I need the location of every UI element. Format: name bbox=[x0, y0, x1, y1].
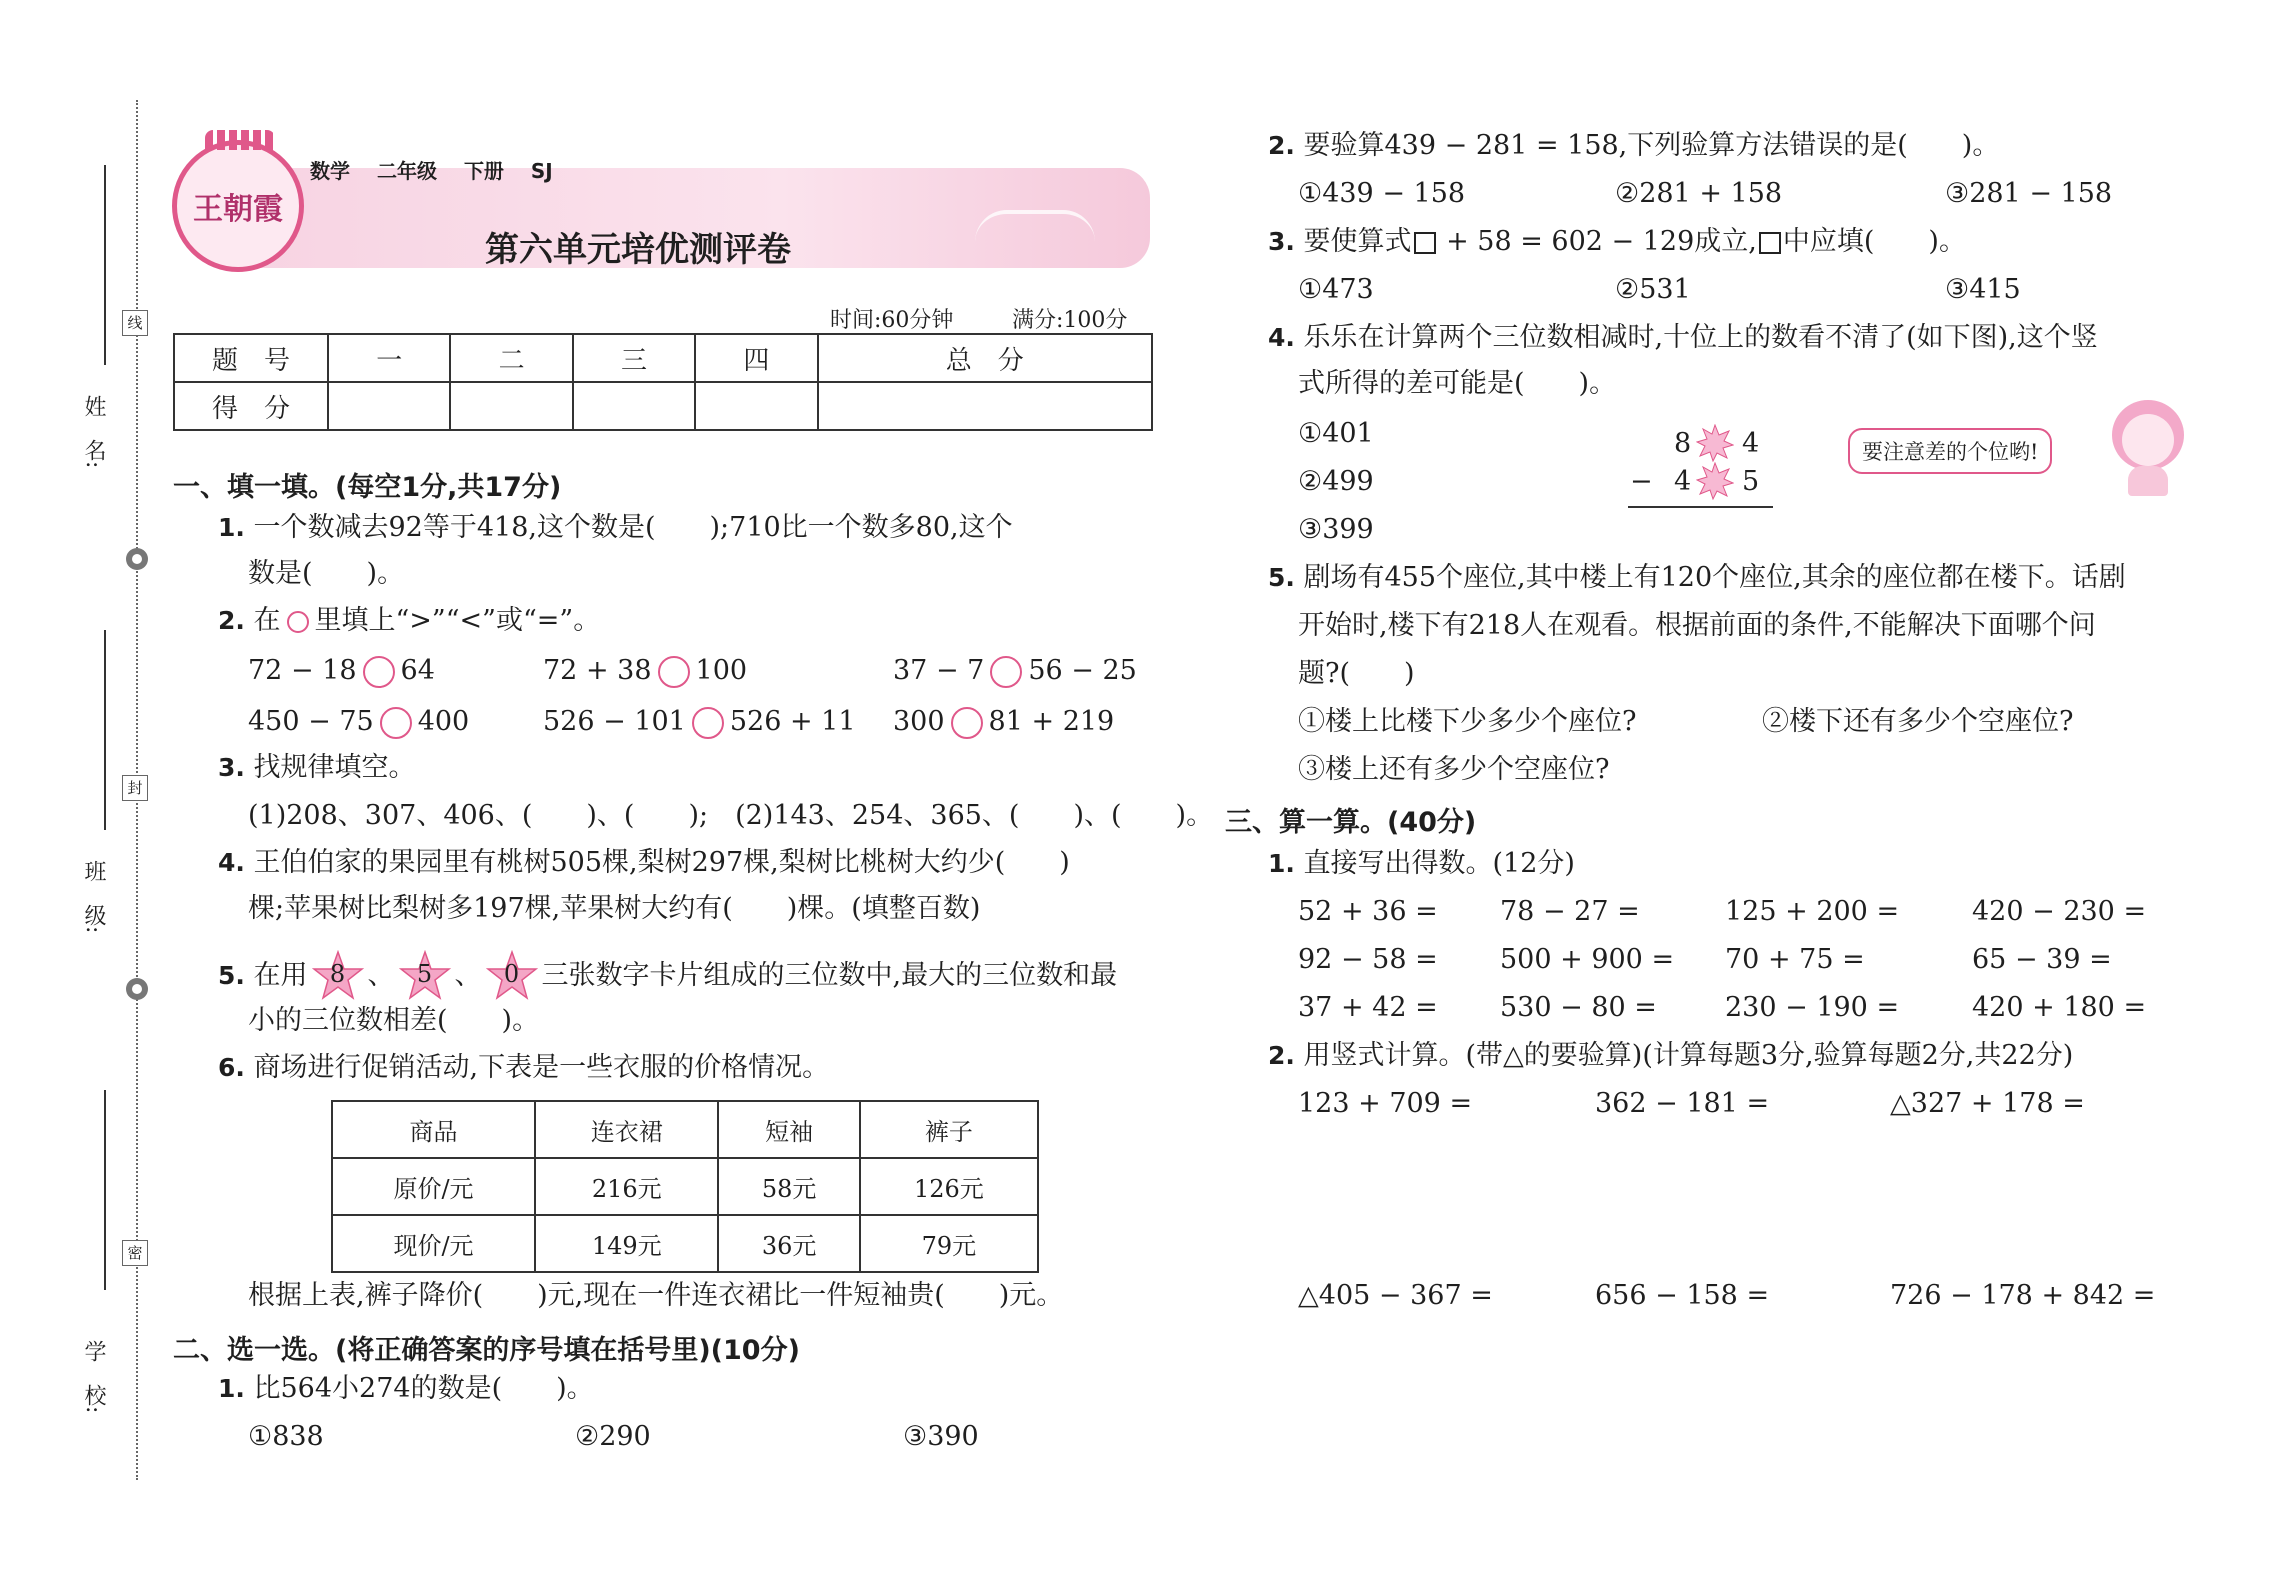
binding-mark-line: 线 bbox=[122, 310, 148, 336]
q-num: 1. bbox=[218, 1374, 245, 1403]
option[interactable]: ①473 bbox=[1298, 274, 1374, 305]
s1-q5: 5. 在用 8 、 5 、 0 三张数字卡片组成的三位数中,最大的三位数和最 bbox=[218, 950, 1117, 1002]
q-text: 中应填( )。 bbox=[1782, 226, 1966, 257]
q-text: 找规律填空。 bbox=[253, 752, 416, 783]
option[interactable]: ②281 + 158 bbox=[1615, 178, 1783, 209]
price-table bbox=[331, 1100, 1039, 1273]
compare-left: 300 bbox=[893, 706, 945, 737]
answer-circle[interactable] bbox=[658, 656, 690, 688]
s1-q3 bbox=[218, 752, 416, 784]
star-card bbox=[486, 950, 538, 1002]
card-digit: 5 bbox=[416, 960, 433, 988]
card-digit: 0 bbox=[503, 960, 520, 988]
q-num: 2. bbox=[218, 606, 245, 635]
q-text: 王伯伯家的果园里有桃树505棵,梨树297棵,梨树比桃树大约少( ) bbox=[253, 847, 1070, 878]
compare-right: 526 + 11 bbox=[729, 706, 856, 737]
vertical-calc-item[interactable]: 726 − 178 + 842 = bbox=[1890, 1280, 2156, 1311]
calc-item[interactable]: 52 + 36 = bbox=[1298, 896, 1438, 927]
binding-hole-icon bbox=[126, 978, 148, 1000]
price-header: 连衣裙 bbox=[535, 1101, 718, 1158]
banner-swirl bbox=[975, 210, 1095, 242]
answer-circle[interactable] bbox=[380, 707, 412, 739]
page-title: 第六单元培优测评卷 bbox=[485, 230, 791, 270]
compare-item bbox=[248, 706, 469, 739]
binding-mark-secret: 密 bbox=[122, 1240, 148, 1266]
q-num: 4. bbox=[1268, 323, 1295, 352]
s1-q4-cont: 棵;苹果树比梨树多197棵,苹果树大约有( )棵。(填整百数) bbox=[248, 893, 981, 924]
q-num: 3. bbox=[1268, 227, 1295, 256]
s3-q2 bbox=[1268, 1040, 2073, 1072]
q-text: 要验算439 − 281 = 158,下列验算方法错误的是( )。 bbox=[1303, 130, 2000, 161]
calc-item[interactable]: 420 − 230 = bbox=[1972, 896, 2147, 927]
score-header-cell: 题 号 bbox=[174, 334, 328, 382]
vertical-calc-item[interactable]: 656 − 158 = bbox=[1595, 1280, 1770, 1311]
s1-q1-cont: 数是( )。 bbox=[248, 558, 405, 589]
calc-item[interactable]: 530 − 80 = bbox=[1500, 992, 1657, 1023]
option[interactable]: ③415 bbox=[1945, 274, 2021, 305]
star-card bbox=[399, 950, 451, 1002]
minus-sign: − bbox=[1630, 466, 1653, 497]
price-cell: 原价/元 bbox=[332, 1158, 535, 1215]
option[interactable]: ①439 − 158 bbox=[1298, 178, 1466, 209]
s1-q4 bbox=[218, 847, 1070, 879]
option[interactable]: ①楼上比楼下少多少个座位? bbox=[1298, 706, 1637, 737]
score-row-label: 得 分 bbox=[174, 382, 328, 430]
vertical-calc-item[interactable]: 123 + 709 = bbox=[1298, 1088, 1473, 1119]
s2-q5 bbox=[1268, 562, 2126, 594]
price-cell: 126元 bbox=[860, 1158, 1038, 1215]
name-line bbox=[104, 165, 106, 365]
section3-title: 三、算一算。(40分) bbox=[1225, 807, 1477, 838]
section2-title: 二、选一选。(将正确答案的序号填在括号里)(10分) bbox=[173, 1335, 800, 1366]
logo bbox=[172, 140, 304, 272]
calc-item[interactable]: 70 + 75 = bbox=[1725, 944, 1865, 975]
s1-q5-cont: 小的三位数相差( )。 bbox=[248, 1005, 540, 1036]
score-header-cell: 总 分 bbox=[818, 334, 1152, 382]
score-cell[interactable] bbox=[450, 382, 572, 430]
answer-circle[interactable] bbox=[692, 707, 724, 739]
calc-item[interactable]: 37 + 42 = bbox=[1298, 992, 1438, 1023]
full-score: 满分:100分 bbox=[1012, 308, 1128, 333]
compare-right: 100 bbox=[695, 655, 748, 686]
q-text: 要使算式 bbox=[1303, 226, 1412, 257]
binding-hole-icon bbox=[126, 548, 148, 570]
option[interactable]: ①401 bbox=[1298, 418, 1374, 449]
calc-item[interactable]: 78 − 27 = bbox=[1500, 896, 1640, 927]
answer-circle[interactable] bbox=[990, 656, 1022, 688]
q-text: 直接写出得数。(12分) bbox=[1303, 848, 1575, 879]
q-text: 比564小274的数是( )。 bbox=[253, 1373, 594, 1404]
q-num: 5. bbox=[1268, 563, 1295, 592]
s1-q1 bbox=[218, 512, 1013, 544]
s2-q4 bbox=[1268, 322, 2098, 354]
compare-left: 526 − 101 bbox=[543, 706, 686, 737]
option[interactable]: ③楼上还有多少个空座位? bbox=[1298, 754, 1610, 785]
star-card bbox=[312, 950, 364, 1002]
price-header: 裤子 bbox=[860, 1101, 1038, 1158]
girl-illustration bbox=[2110, 400, 2186, 496]
q-text: + 58 = 602 − 129成立, bbox=[1437, 226, 1757, 257]
s1-q2 bbox=[218, 605, 600, 637]
name-label: 姓 名: bbox=[81, 395, 106, 469]
digit: 5 bbox=[1742, 466, 1760, 497]
option[interactable]: ③399 bbox=[1298, 514, 1374, 545]
score-header-cell: 四 bbox=[695, 334, 817, 382]
compare-item bbox=[893, 655, 1137, 688]
option[interactable]: ②290 bbox=[575, 1421, 651, 1452]
compare-left: 37 − 7 bbox=[893, 655, 985, 686]
compare-item bbox=[543, 655, 747, 688]
grade: 二年级 bbox=[376, 159, 437, 183]
option[interactable]: ②531 bbox=[1615, 274, 1691, 305]
s2-q4-cont: 式所得的差可能是( )。 bbox=[1298, 368, 1617, 399]
score-table bbox=[173, 333, 1153, 431]
logo-text: 王朝霞 bbox=[193, 192, 283, 227]
q-text: 商场进行促销活动,下表是一些衣服的价格情况。 bbox=[253, 1052, 830, 1083]
price-header: 商品 bbox=[332, 1101, 535, 1158]
price-cell: 36元 bbox=[718, 1215, 859, 1272]
q-num: 1. bbox=[1268, 849, 1295, 878]
edition: SJ bbox=[530, 159, 553, 183]
option[interactable]: ②499 bbox=[1298, 466, 1374, 497]
compare-item bbox=[543, 706, 856, 739]
q-text: 在 bbox=[253, 605, 281, 636]
calc-item[interactable]: 500 + 900 = bbox=[1500, 944, 1675, 975]
q-num: 5. bbox=[218, 961, 245, 990]
school-line bbox=[104, 1090, 106, 1290]
score-cell[interactable] bbox=[818, 382, 1152, 430]
blank-square-icon bbox=[1759, 232, 1781, 254]
class-line bbox=[104, 630, 106, 830]
s2-q3 bbox=[1268, 226, 1966, 258]
s2-q5-cont: 开始时,楼下有218人在观看。根据前面的条件,不能解决下面哪个问 bbox=[1298, 610, 2096, 641]
q-text: 里填上“>”“<”或“=”。 bbox=[314, 605, 601, 636]
q-text: 剧场有455个座位,其中楼上有120个座位,其余的座位都在楼下。话剧 bbox=[1303, 562, 2126, 593]
q-num: 1. bbox=[218, 513, 245, 542]
school-label: 学 校: bbox=[81, 1340, 106, 1414]
blank-square-icon bbox=[1414, 232, 1436, 254]
vertical-subtraction bbox=[1630, 420, 1780, 510]
compare-left: 450 − 75 bbox=[248, 706, 374, 737]
digit: 8 bbox=[1674, 428, 1692, 459]
splat-icon bbox=[1696, 424, 1734, 462]
q-text: 在用 bbox=[253, 959, 308, 991]
price-header: 短袖 bbox=[718, 1101, 859, 1158]
calc-item[interactable]: 125 + 200 = bbox=[1725, 896, 1900, 927]
answer-circle[interactable] bbox=[951, 707, 983, 739]
girl-face bbox=[2122, 414, 2174, 466]
compare-left: 72 + 38 bbox=[543, 655, 652, 686]
s2-q1 bbox=[218, 1373, 594, 1405]
compare-item bbox=[893, 706, 1114, 739]
result-line bbox=[1628, 506, 1773, 508]
section1-title: 一、填一填。(每空1分,共17分) bbox=[173, 472, 562, 503]
q-text: 乐乐在计算两个三位数相减时,十位上的数看不清了(如下图),这个竖 bbox=[1303, 322, 2098, 353]
s2-q5-cont: 题?( ) bbox=[1298, 658, 1415, 689]
compare-right: 400 bbox=[417, 706, 470, 737]
compare-left: 72 − 18 bbox=[248, 655, 357, 686]
calc-item[interactable]: 230 − 190 = bbox=[1725, 992, 1900, 1023]
score-cell[interactable] bbox=[573, 382, 695, 430]
score-header-cell: 一 bbox=[328, 334, 450, 382]
compare-right: 81 + 219 bbox=[988, 706, 1115, 737]
bubble-text: 要注意差的个位哟! bbox=[1862, 440, 2039, 464]
option[interactable]: ③281 − 158 bbox=[1945, 178, 2113, 209]
calc-item[interactable]: 65 − 39 = bbox=[1972, 944, 2112, 975]
option[interactable]: ③390 bbox=[903, 1421, 979, 1452]
vertical-calc-item[interactable]: 362 − 181 = bbox=[1595, 1088, 1770, 1119]
price-cell: 149元 bbox=[535, 1215, 718, 1272]
s1-q6 bbox=[218, 1052, 829, 1084]
crown-icon bbox=[205, 130, 275, 150]
q-text: 三张数字卡片组成的三位数中,最大的三位数和最 bbox=[541, 959, 1118, 991]
girl-body bbox=[2128, 466, 2168, 496]
compare-circle-icon bbox=[287, 611, 309, 633]
vertical-calc-item[interactable]: △327 + 178 = bbox=[1890, 1088, 2085, 1119]
price-cell: 79元 bbox=[860, 1215, 1038, 1272]
compare-right: 56 − 25 bbox=[1028, 655, 1137, 686]
s1-q6-footer: 根据上表,裤子降价( )元,现在一件连衣裙比一件短袖贵( )元。 bbox=[248, 1280, 1064, 1311]
score-header-cell: 三 bbox=[573, 334, 695, 382]
s3-q1 bbox=[1268, 848, 1575, 880]
q-num: 4. bbox=[218, 848, 245, 877]
price-cell: 58元 bbox=[718, 1158, 859, 1215]
option[interactable]: ②楼下还有多少个空座位? bbox=[1762, 706, 2074, 737]
score-cell[interactable] bbox=[695, 382, 817, 430]
q-num: 2. bbox=[1268, 131, 1295, 160]
q-num: 6. bbox=[218, 1053, 245, 1082]
score-header-cell: 二 bbox=[450, 334, 572, 382]
compare-item bbox=[248, 655, 435, 688]
score-cell[interactable] bbox=[328, 382, 450, 430]
speech-bubble bbox=[1848, 428, 2052, 474]
class-label: 班 级: bbox=[81, 860, 106, 934]
calc-item[interactable]: 92 − 58 = bbox=[1298, 944, 1438, 975]
s2-q2 bbox=[1268, 130, 1999, 162]
calc-item[interactable]: 420 + 180 = bbox=[1972, 992, 2147, 1023]
q-num: 2. bbox=[1268, 1041, 1295, 1070]
compare-right: 64 bbox=[400, 655, 435, 686]
time-limit: 时间:60分钟 bbox=[830, 308, 954, 333]
vertical-calc-item[interactable]: △405 − 367 = bbox=[1298, 1280, 1493, 1311]
digit: 4 bbox=[1674, 466, 1692, 497]
digit: 4 bbox=[1742, 428, 1760, 459]
price-cell: 现价/元 bbox=[332, 1215, 535, 1272]
splat-icon bbox=[1696, 462, 1734, 500]
option[interactable]: ①838 bbox=[248, 1421, 324, 1452]
card-digit: 8 bbox=[329, 960, 346, 988]
term: 下册 bbox=[463, 159, 504, 183]
q-text: 一个数减去92等于418,这个数是( );710比一个数多80,这个 bbox=[253, 512, 1013, 543]
binding-mark-seal: 封 bbox=[122, 775, 148, 801]
q-num: 3. bbox=[218, 753, 245, 782]
s1-q3-line: (1)208、307、406、( )、( ); (2)143、254、365、( )、( )。 bbox=[248, 800, 1214, 831]
price-cell: 216元 bbox=[535, 1158, 718, 1215]
answer-circle[interactable] bbox=[363, 656, 395, 688]
subject: 数学 bbox=[310, 159, 350, 183]
header-meta bbox=[310, 155, 553, 184]
q-text: 用竖式计算。(带△的要验算)(计算每题3分,验算每题2分,共22分) bbox=[1303, 1040, 2074, 1071]
